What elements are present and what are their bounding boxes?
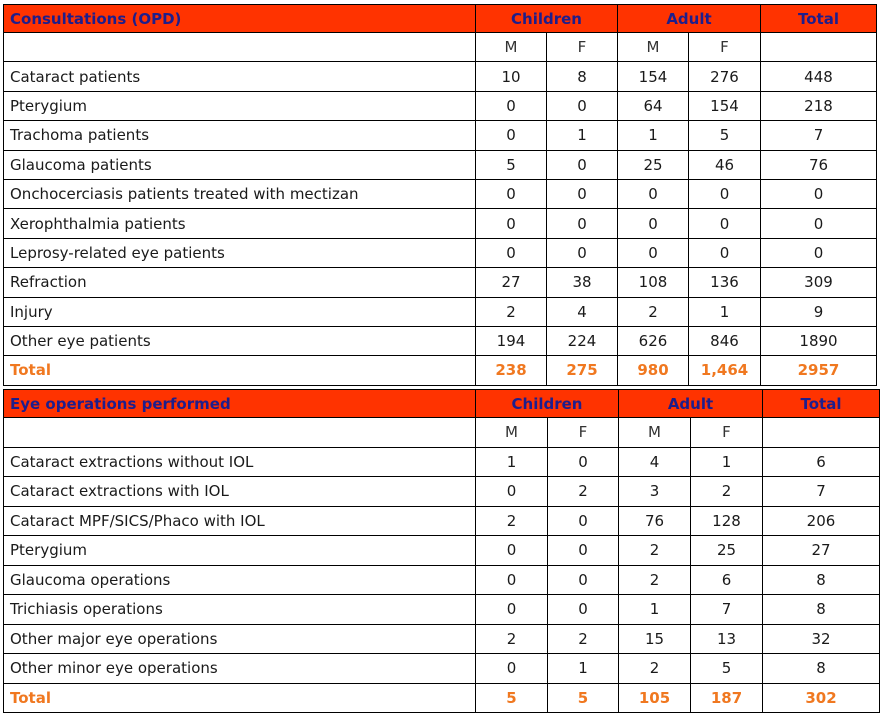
adult-female-cell: 2 [691,477,763,507]
row-label: Other eye patients [4,326,476,355]
consultations-table [3,4,877,386]
row-label: Glaucoma operations [4,565,476,595]
consultations-subheader-row [4,33,877,62]
children-female-cell: 4 [547,297,618,326]
totals-row [4,683,880,713]
adult-male-cell: 0 [618,238,689,267]
totals-label: Total [4,683,476,713]
children-header: Children [476,5,618,33]
adult-male-cell: 15 [619,624,691,654]
total-header: Total [761,5,877,33]
total-adult-female-cell: 187 [691,683,763,713]
subheader-empty-cell [4,418,476,448]
adult-female-cell: 0 [689,209,761,238]
adult-male-cell: 3 [619,477,691,507]
children-male-cell: 1 [476,447,548,477]
children-male-cell: 10 [476,62,547,91]
table-row [4,238,877,267]
children-male-cell: 0 [476,477,548,507]
children-male-cell: 2 [476,624,548,654]
children-male-cell: 0 [476,654,548,684]
row-label: Pterygium [4,91,476,120]
children-female-header: F [548,418,619,448]
totals-row [4,356,877,385]
total-cell: 7 [761,121,877,150]
total-cell: 8 [763,595,880,625]
children-female-cell: 0 [547,209,618,238]
row-label: Other minor eye operations [4,654,476,684]
row-label: Refraction [4,268,476,297]
total-cell: 218 [761,91,877,120]
adult-male-cell: 2 [619,565,691,595]
total-cell: 7 [763,477,880,507]
adult-female-cell: 1 [689,297,761,326]
adult-female-header: F [691,418,763,448]
children-header: Children [476,390,619,418]
children-female-cell: 0 [547,179,618,208]
total-children-male-cell: 5 [476,683,548,713]
adult-female-cell: 154 [689,91,761,120]
adult-male-cell: 25 [618,150,689,179]
row-label: Cataract extractions with IOL [4,477,476,507]
totals-label: Total [4,356,476,385]
table-row [4,179,877,208]
total-cell: 76 [761,150,877,179]
adult-male-cell: 0 [618,209,689,238]
children-male-cell: 194 [476,326,547,355]
adult-male-cell: 76 [619,506,691,536]
adult-female-cell: 13 [691,624,763,654]
adult-male-cell: 0 [618,179,689,208]
children-female-cell: 0 [548,536,619,566]
children-male-header: M [476,33,547,62]
adult-header: Adult [618,5,761,33]
children-male-header: M [476,418,548,448]
row-label: Injury [4,297,476,326]
table-row [4,326,877,355]
children-male-cell: 0 [476,121,547,150]
total-children-male-cell: 238 [476,356,547,385]
row-label: Trachoma patients [4,121,476,150]
table-row [4,536,880,566]
table-row [4,150,877,179]
adult-male-cell: 2 [619,654,691,684]
total-total-cell: 302 [763,683,880,713]
children-female-cell: 2 [548,477,619,507]
table-row [4,62,877,91]
adult-male-cell: 154 [618,62,689,91]
adult-female-cell: 0 [689,179,761,208]
row-label: Cataract patients [4,62,476,91]
adult-female-header: F [689,33,761,62]
total-cell: 1890 [761,326,877,355]
total-cell: 448 [761,62,877,91]
table-row [4,595,880,625]
children-male-cell: 2 [476,297,547,326]
adult-male-cell: 2 [618,297,689,326]
table-row [4,297,877,326]
consultations-header-row [4,5,877,33]
children-male-cell: 5 [476,150,547,179]
adult-female-cell: 46 [689,150,761,179]
consultations-title: Consultations (OPD) [4,5,476,33]
total-cell: 0 [761,179,877,208]
adult-header: Adult [619,390,763,418]
table-row [4,121,877,150]
adult-male-cell: 1 [619,595,691,625]
adult-male-cell: 1 [618,121,689,150]
total-cell: 6 [763,447,880,477]
adult-male-cell: 64 [618,91,689,120]
total-cell: 8 [763,654,880,684]
children-male-cell: 0 [476,595,548,625]
children-female-cell: 2 [548,624,619,654]
row-label: Glaucoma patients [4,150,476,179]
children-male-cell: 0 [476,238,547,267]
table-row [4,624,880,654]
row-label: Xerophthalmia patients [4,209,476,238]
children-female-cell: 0 [547,150,618,179]
row-label: Onchocerciasis patients treated with mectizan [4,179,476,208]
adult-male-cell: 108 [618,268,689,297]
total-adult-female-cell: 1,464 [689,356,761,385]
total-total-cell: 2957 [761,356,877,385]
total-cell: 0 [761,209,877,238]
children-male-cell: 0 [476,91,547,120]
operations-title: Eye operations performed [4,390,476,418]
subheader-total-empty-cell [761,33,877,62]
table-row [4,565,880,595]
adult-female-cell: 5 [689,121,761,150]
row-label: Cataract MPF/SICS/Phaco with IOL [4,506,476,536]
adult-male-cell: 2 [619,536,691,566]
adult-female-cell: 846 [689,326,761,355]
children-female-cell: 38 [547,268,618,297]
row-label: Trichiasis operations [4,595,476,625]
table-row [4,654,880,684]
operations-table [3,389,880,713]
total-cell: 0 [761,238,877,267]
row-label: Other major eye operations [4,624,476,654]
adult-female-cell: 128 [691,506,763,536]
total-adult-male-cell: 105 [619,683,691,713]
table-row [4,477,880,507]
subheader-empty-cell [4,33,476,62]
adult-male-header: M [618,33,689,62]
total-adult-male-cell: 980 [618,356,689,385]
children-male-cell: 0 [476,179,547,208]
table-row [4,91,877,120]
total-cell: 309 [761,268,877,297]
total-header: Total [763,390,880,418]
total-cell: 8 [763,565,880,595]
children-female-cell: 0 [548,447,619,477]
children-male-cell: 0 [476,209,547,238]
operations-subheader-row [4,418,880,448]
children-male-cell: 0 [476,565,548,595]
total-cell: 32 [763,624,880,654]
children-female-cell: 1 [548,654,619,684]
children-female-cell: 0 [548,565,619,595]
children-female-cell: 0 [548,506,619,536]
table-row [4,209,877,238]
operations-header-row [4,390,880,418]
children-female-cell: 0 [548,595,619,625]
adult-male-header: M [619,418,691,448]
adult-female-cell: 7 [691,595,763,625]
adult-female-cell: 276 [689,62,761,91]
total-cell: 9 [761,297,877,326]
adult-female-cell: 0 [689,238,761,267]
subheader-total-empty-cell [763,418,880,448]
table-row [4,268,877,297]
children-male-cell: 0 [476,536,548,566]
adult-female-cell: 5 [691,654,763,684]
adult-female-cell: 6 [691,565,763,595]
table-row [4,506,880,536]
total-cell: 27 [763,536,880,566]
children-male-cell: 27 [476,268,547,297]
children-female-cell: 1 [547,121,618,150]
row-label: Cataract extractions without IOL [4,447,476,477]
adult-female-cell: 25 [691,536,763,566]
children-female-cell: 0 [547,91,618,120]
total-children-female-cell: 5 [548,683,619,713]
adult-female-cell: 136 [689,268,761,297]
row-label: Pterygium [4,536,476,566]
table-row [4,447,880,477]
children-female-cell: 8 [547,62,618,91]
adult-female-cell: 1 [691,447,763,477]
children-female-cell: 224 [547,326,618,355]
children-female-header: F [547,33,618,62]
row-label: Leprosy-related eye patients [4,238,476,267]
children-female-cell: 0 [547,238,618,267]
total-cell: 206 [763,506,880,536]
adult-male-cell: 626 [618,326,689,355]
adult-male-cell: 4 [619,447,691,477]
children-male-cell: 2 [476,506,548,536]
total-children-female-cell: 275 [547,356,618,385]
